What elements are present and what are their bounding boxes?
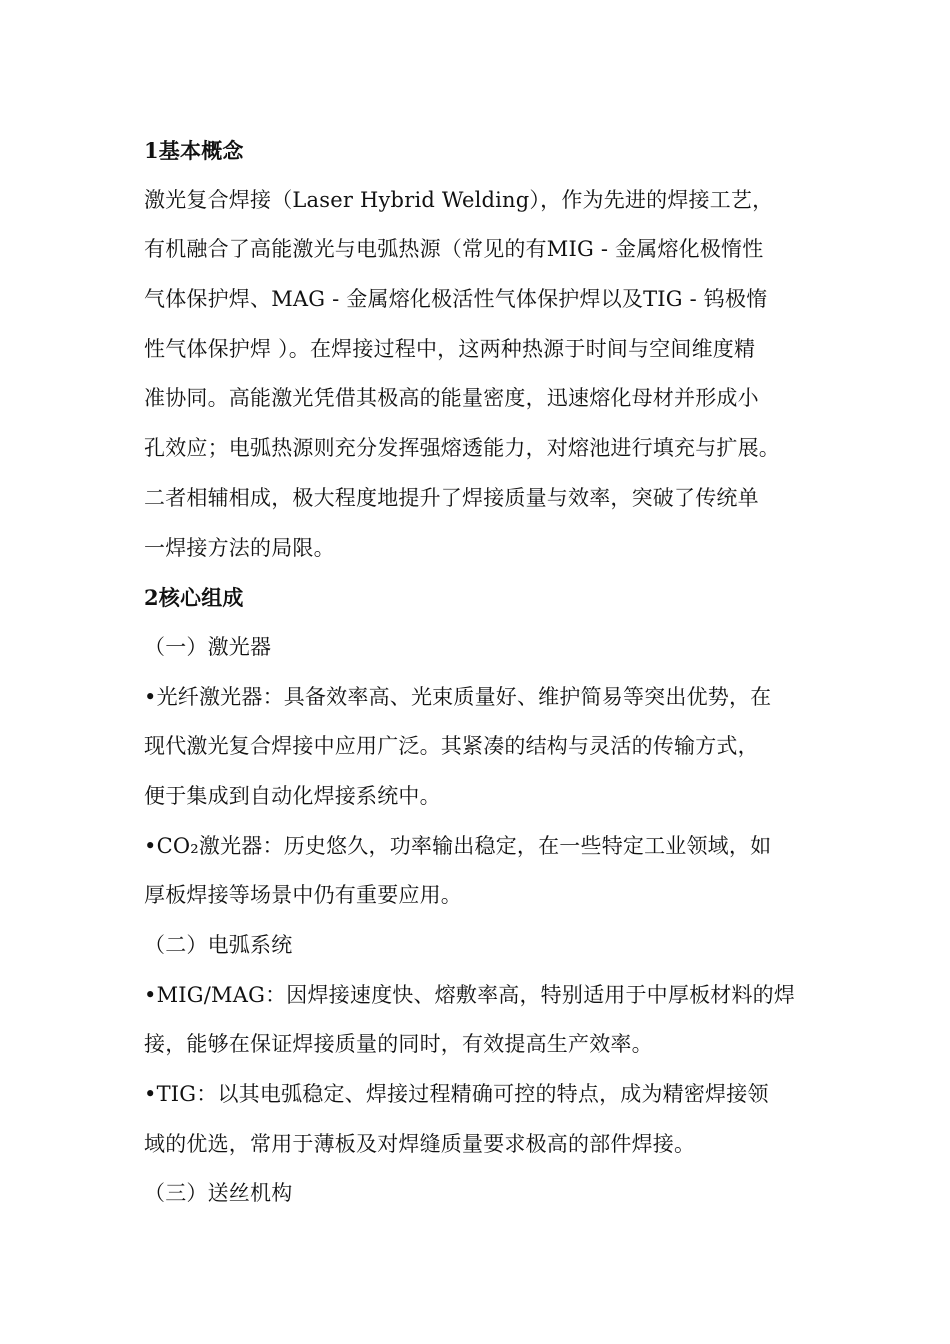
bullet-line: •TIG：以其电弧稳定、焊接过程精确可控的特点，成为精密焊接领 — [144, 1082, 769, 1107]
paragraph-line: 一焊接方法的局限。 — [144, 535, 335, 560]
paragraph-line: 性气体保护焊 ）。在焊接过程中，这两种热源于时间与空间维度精 — [144, 336, 756, 361]
paragraph-line: 域的优选，常用于薄板及对焊缝质量要求极高的部件焊接。 — [144, 1131, 696, 1156]
subsection-heading-wire-feeder: （三）送丝机构 — [144, 1181, 293, 1206]
bullet-line: •光纤激光器：具备效率高、光束质量好、维护简易等突出优势，在 — [144, 684, 772, 709]
bullet-line: •CO₂激光器：历史悠久，功率输出稳定，在一些特定工业领域，如 — [144, 833, 772, 858]
subsection-heading-arc-system: （二）电弧系统 — [144, 933, 293, 957]
subsection-heading-laser: （一）激光器 — [144, 634, 272, 659]
paragraph-line: 现代激光复合焊接中应用广泛。其紧凑的结构与灵活的传输方式， — [144, 734, 759, 759]
paragraph-line: 厚板焊接等场景中仍有重要应用。 — [144, 883, 462, 908]
paragraph-line: 有机融合了高能激光与电弧热源（常见的有MIG - 金属熔化极惰性 — [144, 237, 764, 262]
paragraph-line: 准协同。高能激光凭借其极高的能量密度，迅速熔化母材并形成小 — [144, 386, 759, 411]
paragraph-line: 便于集成到自动化焊接系统中。 — [144, 783, 441, 808]
paragraph-line: 气体保护焊、MAG - 金属熔化极活性气体保护焊以及TIG - 钨极惰 — [144, 287, 768, 312]
paragraph-line: 接，能够在保证焊接质量的同时，有效提高生产效率。 — [144, 1032, 653, 1057]
document-page — [144, 126, 814, 1219]
section-heading-basic-concepts: 1基本概念 — [144, 138, 244, 163]
section-heading-core-components: 2核心组成 — [144, 585, 244, 611]
paragraph-line: 二者相辅相成，极大程度地提升了焊接质量与效率，突破了传统单 — [144, 485, 759, 510]
paragraph-line: 孔效应；电弧热源则充分发挥强熔透能力，对熔池进行填充与扩展。 — [144, 436, 780, 461]
bullet-line: •MIG/MAG：因焊接速度快、熔敷率高，特别适用于中厚板材料的焊 — [144, 982, 796, 1007]
paragraph-line: 激光复合焊接（Laser Hybrid Welding），作为先进的焊接工艺， — [144, 187, 774, 212]
